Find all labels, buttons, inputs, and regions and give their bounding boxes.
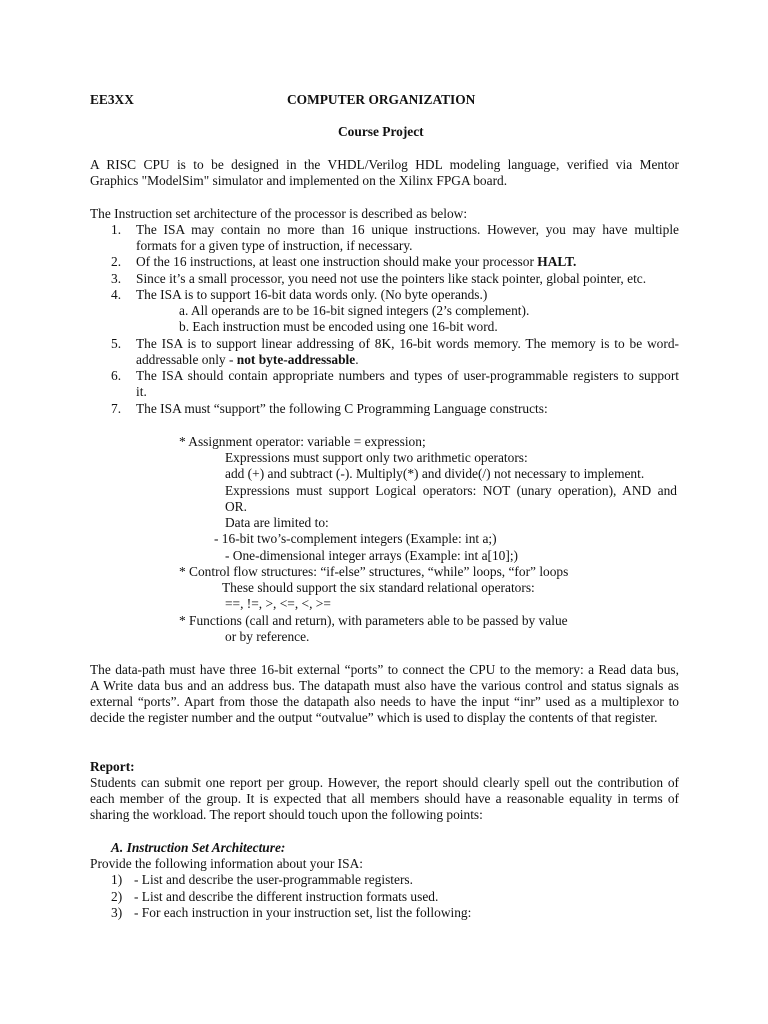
list-number: 1) [111, 872, 123, 887]
list-number: 6. [111, 368, 122, 383]
list-text: - List and describe the user-programmable registers. [134, 872, 413, 887]
intro-line-2: Graphics "ModelSim" simulator and implemented on the Xilinx FPGA board. [90, 173, 508, 188]
list-number: 7. [111, 401, 122, 416]
sub-item-a: a. All operands are to be 16-bit signed integers (2’s complement). [179, 303, 530, 318]
construct-detail: - One-dimensional integer arrays (Example: int a[10];) [225, 548, 518, 563]
list-number: 2) [111, 889, 123, 904]
datapath-line: external “ports”. Apart from those the datapath also needs to have the input “inr” used as a multiplexor to [90, 694, 679, 709]
list-text: The ISA should contain appropriate numbers and types of user-programmable registers to support [136, 368, 679, 383]
list-number: 3) [111, 905, 123, 920]
list-text: The ISA is to support linear addressing of 8K, 16-bit words memory. The memory is to be word- [136, 336, 679, 351]
report-heading: Report: [90, 759, 135, 774]
course-title: COMPUTER ORGANIZATION [287, 92, 476, 107]
control-flow-construct: * Control flow structures: “if-else” structures, “while” loops, “for” loops [179, 564, 569, 579]
construct-detail: OR. [225, 499, 247, 514]
report-line: sharing the workload. The report should touch upon the following points: [90, 807, 483, 822]
report-line: Students can submit one report per group. However, the report should clearly spell out the contribution of [90, 775, 679, 790]
list-text: formats for a given type of instruction, if necessary. [136, 238, 413, 253]
list-text: it. [136, 384, 147, 399]
relational-operators: ==, !=, >, <=, <, >= [225, 596, 331, 611]
list-number: 1. [111, 222, 122, 237]
construct-detail: These should support the six standard relational operators: [222, 580, 535, 595]
list-text: The ISA may contain no more than 16 unique instructions. However, you may have multiple [136, 222, 679, 237]
sub-item-b: b. Each instruction must be encoded using one 16-bit word. [179, 319, 498, 334]
functions-construct: * Functions (call and return), with parameters able to be passed by value [179, 613, 568, 628]
list-text: Since it’s a small processor, you need not use the pointers like stack pointer, global pointer, etc. [136, 271, 647, 286]
halt-keyword: HALT. [537, 254, 577, 269]
list-text: The ISA is to support 16-bit data words only. (No byte operands.) [136, 287, 488, 302]
list-text: The ISA must “support” the following C Programming Language constructs: [136, 401, 548, 416]
list-text-plain: Of the 16 instructions, at least one instruction should make your processor [136, 254, 538, 269]
list-text [136, 352, 679, 368]
document-subtitle: Course Project [338, 124, 424, 139]
list-number: 2. [111, 254, 122, 269]
construct-detail: Expressions must support Logical operators: NOT (unary operation), AND and [225, 483, 677, 498]
construct-detail: - 16-bit two’s-complement integers (Example: int a;) [214, 531, 497, 546]
section-a-heading: A. Instruction Set Architecture: [111, 840, 286, 855]
construct-detail: or by reference. [225, 629, 310, 644]
datapath-line: A Write data bus and an address bus. The datapath must also have the various control and status signals as [90, 678, 679, 693]
assignment-construct: * Assignment operator: variable = expression; [179, 434, 426, 449]
datapath-line: The data-path must have three 16-bit external “ports” to connect the CPU to the memory: a Read data bus, [90, 662, 679, 677]
isa-lead: The Instruction set architecture of the processor is described as below: [90, 206, 468, 221]
list-text-plain: . [355, 352, 359, 367]
report-line: each member of the group. It is expected that all members should have a reasonable equality in terms of [90, 791, 679, 806]
datapath-line: decide the register number and the output “outvalue” which is used to display the contents of that register. [90, 710, 658, 725]
list-text [136, 254, 679, 270]
not-byte-addressable-emphasis: not byte-addressable [236, 352, 356, 367]
intro-line-1: A RISC CPU is to be designed in the VHDL/Verilog HDL modeling language, verified via Mentor [90, 157, 679, 172]
construct-detail: Data are limited to: [225, 515, 329, 530]
list-number: 3. [111, 271, 122, 286]
construct-detail: Expressions must support only two arithmetic operators: [225, 450, 528, 465]
list-text: - For each instruction in your instruction set, list the following: [134, 905, 472, 920]
course-code: EE3XX [90, 92, 134, 107]
list-text: - List and describe the different instruction formats used. [134, 889, 439, 904]
list-text-plain: addressable only - [136, 352, 237, 367]
list-number: 5. [111, 336, 122, 351]
list-number: 4. [111, 287, 122, 302]
construct-detail: add (+) and subtract (-). Multiply(*) and divide(/) not necessary to implement. [225, 466, 645, 481]
section-a-lead: Provide the following information about your ISA: [90, 856, 363, 871]
